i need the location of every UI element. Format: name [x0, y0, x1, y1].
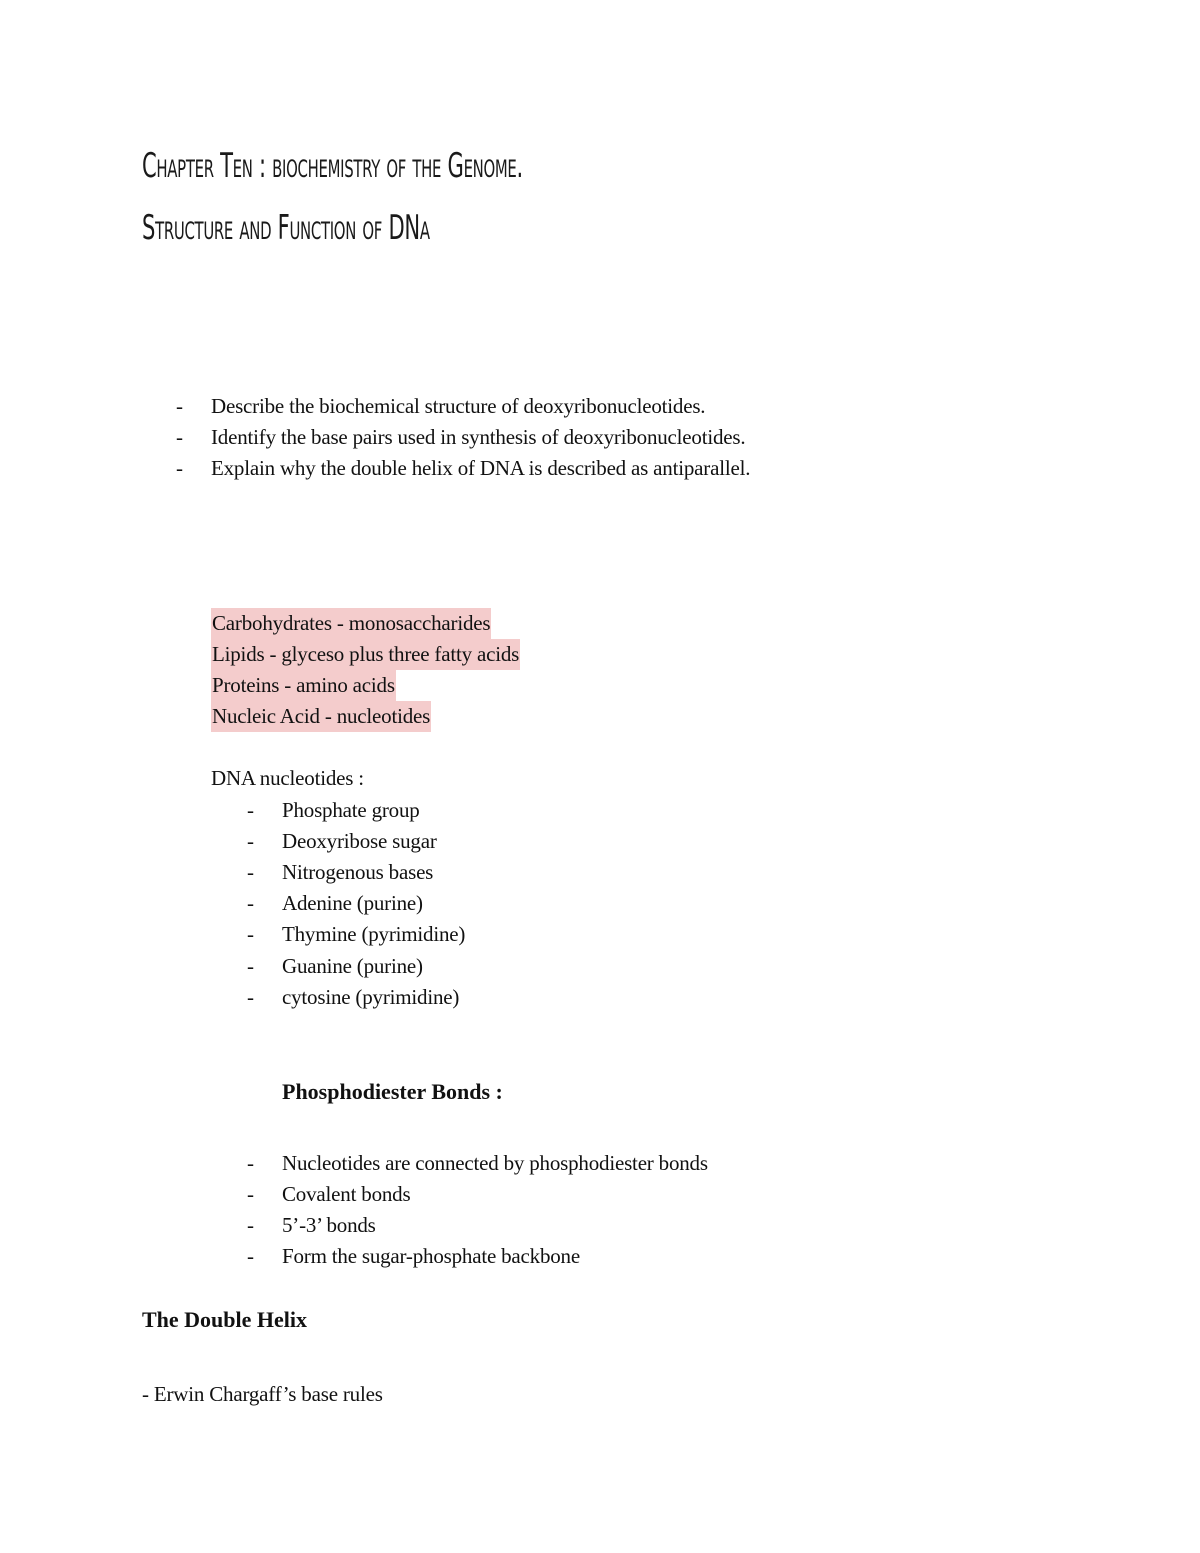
bullet-dash: -	[176, 425, 183, 449]
double-helix-item: - Erwin Chargaff’s base rules	[142, 1382, 383, 1406]
double-helix-heading: The Double Helix	[142, 1307, 308, 1332]
highlighted-line: Proteins - amino acids	[211, 670, 396, 701]
list-item: Covalent bonds	[282, 1182, 411, 1206]
list-item: Guanine (purine)	[282, 954, 423, 978]
objective-item: Identify the base pairs used in synthesis of deoxyribonucleotides.	[211, 425, 746, 449]
chapter-title: Chapter Ten : biochemistry of the Genome.	[142, 146, 523, 186]
bullet-dash: -	[247, 1151, 254, 1175]
bullet-dash: -	[247, 985, 254, 1009]
bullet-dash: -	[247, 1244, 254, 1268]
objective-item: Describe the biochemical structure of deoxyribonucleotides.	[211, 394, 706, 418]
objective-item: Explain why the double helix of DNA is described as antiparallel.	[211, 456, 751, 480]
chapter-subtitle: Structure and Function of DNa	[142, 208, 430, 248]
list-item: Adenine (purine)	[282, 891, 423, 915]
list-item: cytosine (pyrimidine)	[282, 985, 460, 1009]
bullet-dash: -	[247, 860, 254, 884]
bullet-dash: -	[176, 394, 183, 418]
bullet-dash: -	[247, 922, 254, 946]
highlighted-line: Carbohydrates - monosaccharides	[211, 608, 491, 639]
bullet-dash: -	[247, 1213, 254, 1237]
bullet-dash: -	[247, 954, 254, 978]
dna-nucleotides-heading: DNA nucleotides :	[211, 766, 364, 790]
highlighted-line: Lipids - glyceso plus three fatty acids	[211, 639, 520, 670]
list-item: Deoxyribose sugar	[282, 829, 437, 853]
bullet-dash: -	[176, 456, 183, 480]
list-item: Phosphate group	[282, 798, 420, 822]
list-item: Nucleotides are connected by phosphodiester bonds	[282, 1151, 708, 1175]
phosphodiester-heading: Phosphodiester Bonds :	[282, 1079, 503, 1104]
bullet-dash: -	[247, 1182, 254, 1206]
list-item: Nitrogenous bases	[282, 860, 434, 884]
list-item: Thymine (pyrimidine)	[282, 922, 466, 946]
bullet-dash: -	[247, 798, 254, 822]
highlighted-line: Nucleic Acid - nucleotides	[211, 701, 431, 732]
list-item: 5’-3’ bonds	[282, 1213, 376, 1237]
bullet-dash: -	[247, 829, 254, 853]
list-item: Form the sugar-phosphate backbone	[282, 1244, 580, 1268]
bullet-dash: -	[247, 891, 254, 915]
